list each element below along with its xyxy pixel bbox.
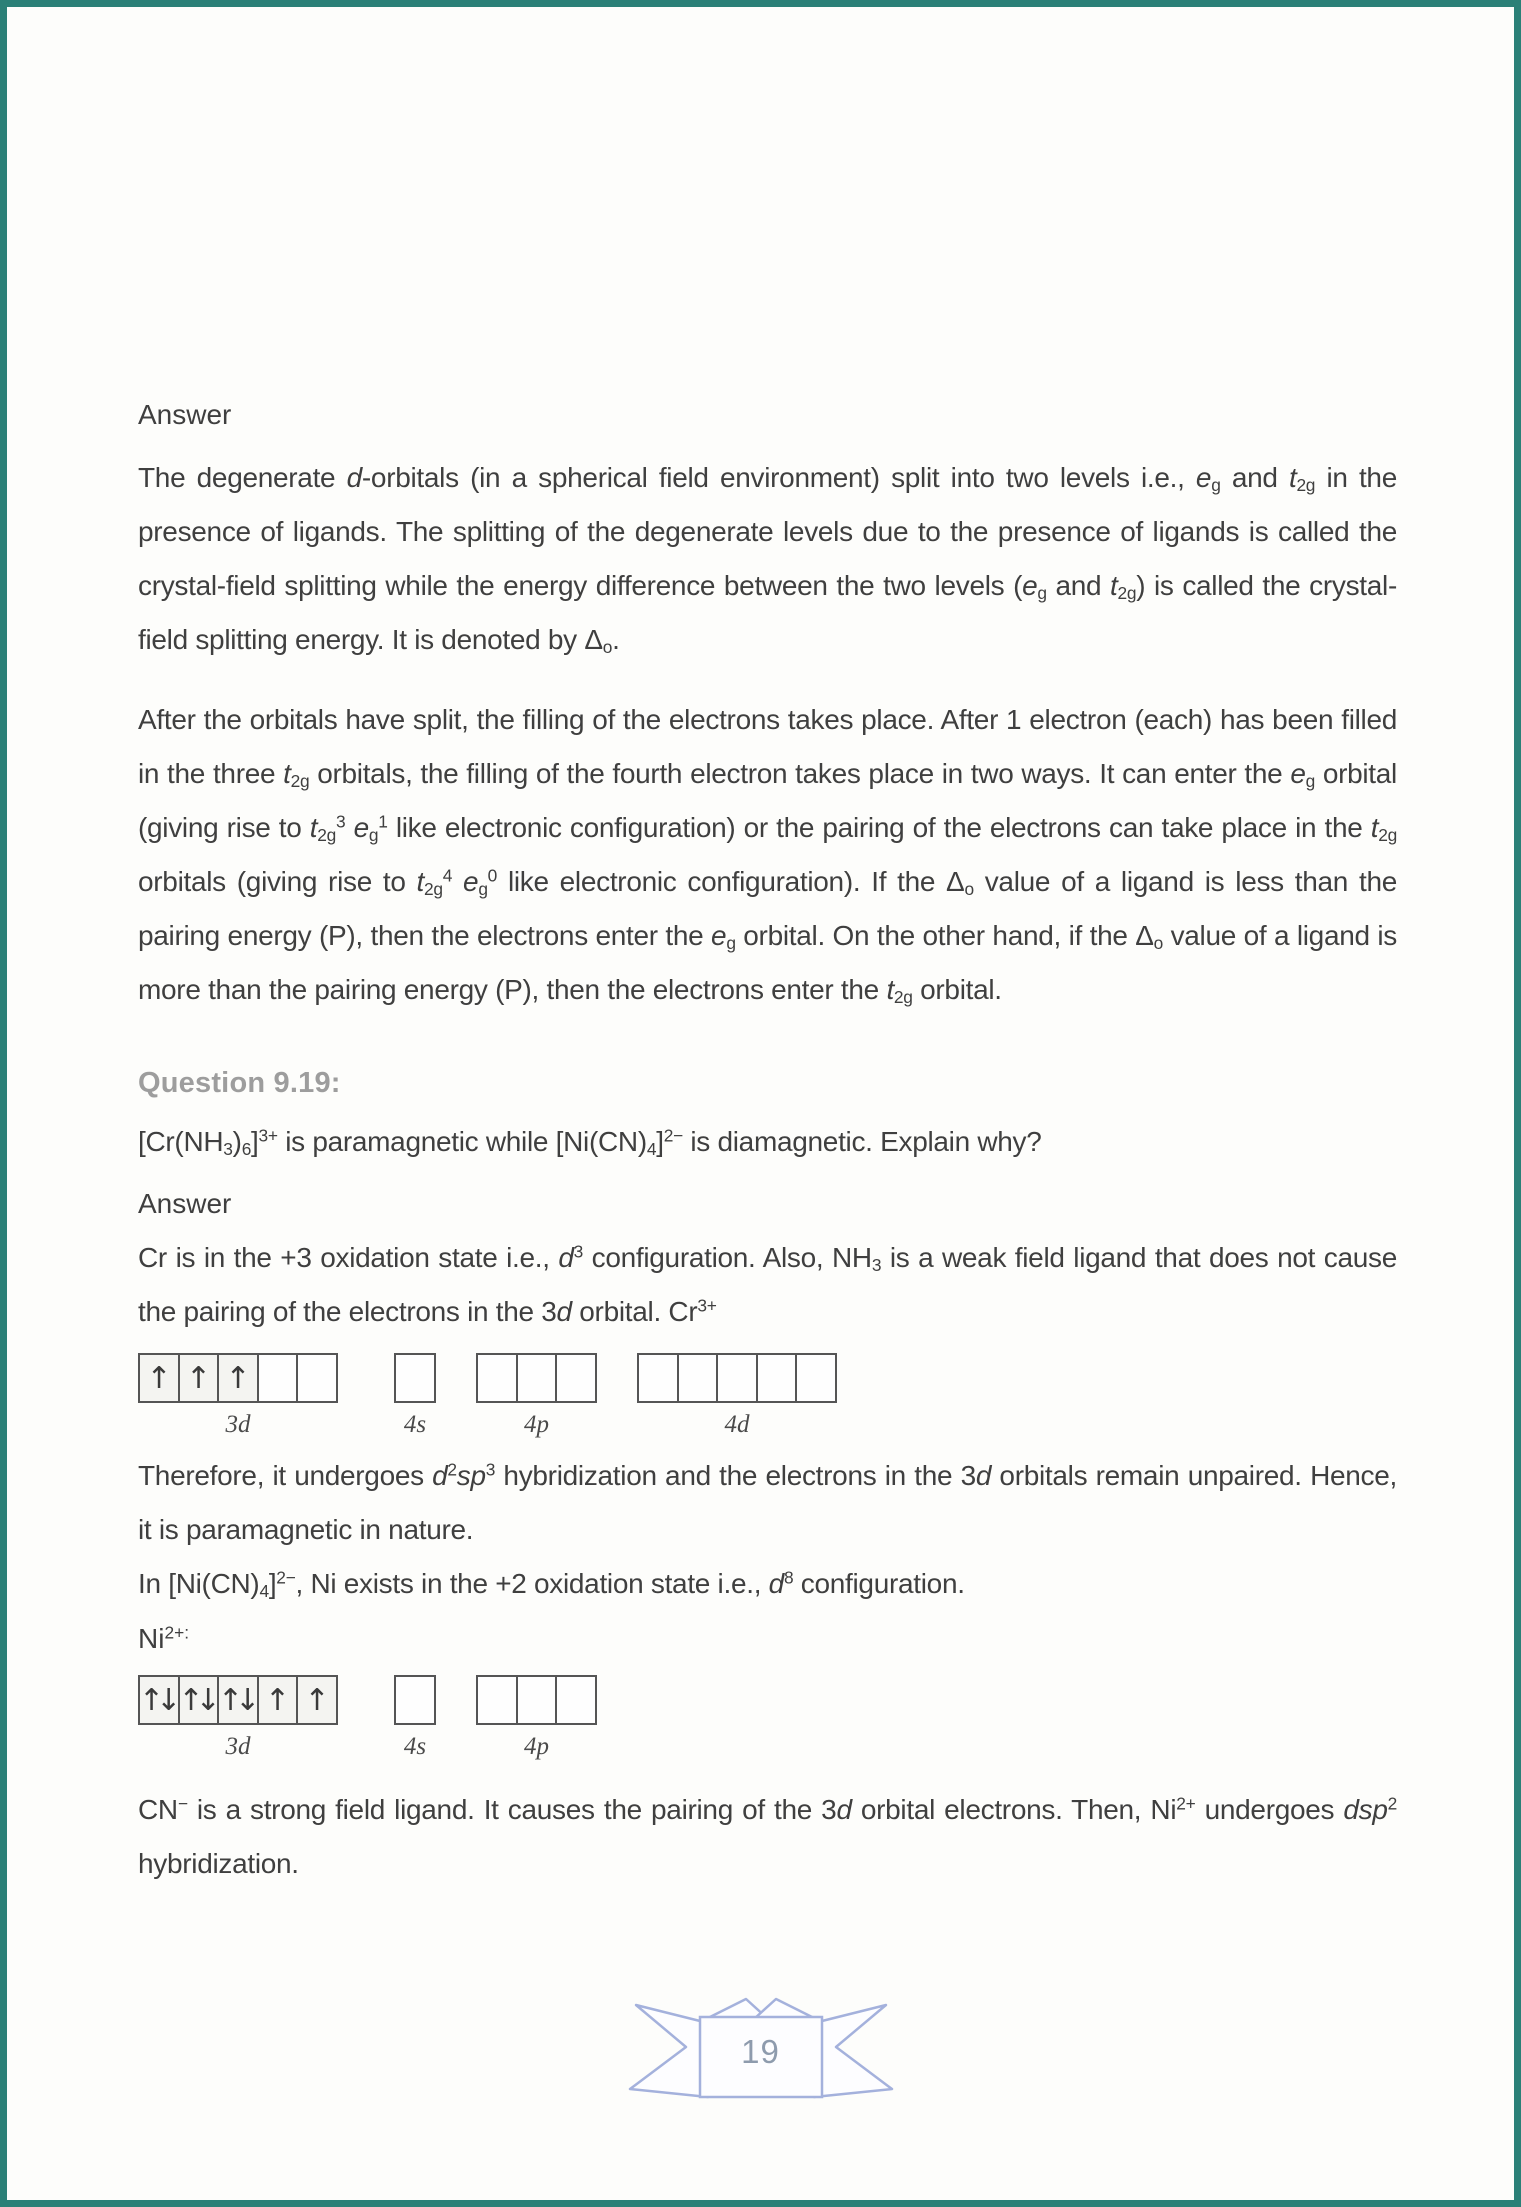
orbital-box-electrons: ↑ <box>178 1353 220 1403</box>
page-number-ribbon <box>608 1985 914 2111</box>
paragraph-cr-oxidation: Cr is in the +3 oxidation state i.e., $d^3$ configuration. Also, $NH_3$ is a weak field ligand that does not cause the pairing of the electrons in the 3d orbital. $Cr^{3+}$ <box>138 1241 1397 1327</box>
orbital-box-empty <box>296 1353 338 1403</box>
orbital-box-electrons: ↑↓ <box>178 1675 220 1725</box>
orbital-subshell-label: 4p <box>524 1733 549 1760</box>
orbital-box-empty <box>795 1353 837 1403</box>
paragraph-crystal-field-splitting: The degenerate d-orbitals (in a spherical field environment) split into two levels i.e., $e_g$ and $t_{2g}$ in the presence of ligands. The splitting of the degenerate levels due to the presence of ligands is called the crystal-field splitting while the energy difference between the two levels ($e_g$ and $t_{2g}$) is called the crystal-field splitting energy. It is denoted by $\Delta_o$. <box>138 462 1398 657</box>
orbital-group-4s <box>394 1675 436 1761</box>
ni-ion-label: $Ni^{2+:}$ <box>138 1622 190 1654</box>
orbital-box-empty <box>516 1353 558 1403</box>
orbital-boxes <box>394 1675 436 1725</box>
orbital-subshell-label: 3d <box>225 1733 251 1760</box>
orbital-subshell-label: 4p <box>524 1411 549 1438</box>
orbital-box-empty <box>476 1353 518 1403</box>
paragraph-cn-ligand: CN− is a strong field ligand. It causes the pairing of the 3d orbital electrons. Then, $Ni^{2+}$ undergoes dsp$^2$ hybridization. <box>138 1793 1397 1879</box>
orbital-box-empty <box>555 1675 597 1725</box>
orbital-box-electrons: ↑ <box>296 1675 338 1725</box>
orbital-diagram-cr3plus <box>138 1353 1397 1439</box>
orbital-box-empty <box>476 1675 518 1725</box>
orbital-group-4d <box>637 1353 837 1439</box>
question-text: $[Cr(NH_3)_6]^{3+}$ is paramagnetic while $[Ni(CN)_4]^{2-}$ is diamagnetic. Explain why? <box>138 1125 1042 1159</box>
orbital-box-empty <box>756 1353 798 1403</box>
page-number: 19 <box>741 2033 780 2070</box>
orbital-boxes <box>476 1675 597 1725</box>
orbital-subshell-label: 4d <box>724 1411 750 1438</box>
paragraph-electron-filling: After the orbitals have split, the filling of the electrons takes place. After 1 electron (each) has been filled in the three $t_{2g}$ orbitals, the filling of the fourth electron takes place in two ways. It can enter the $e_g$ orbital (giving rise to $t_{2g}^3$ $e_g^1$ like electronic configuration) or the pairing of the electrons can take place in the $t_{2g}$ orbitals (giving rise to $t_{2g}^4$ $e_g^0$ like electronic configuration). If the $\Delta_o$ value of a ligand is less than the pairing energy (P), then the electrons enter the $e_g$ orbital. On the other hand, if the $\Delta_o$ value of a ligand is more than the pairing energy (P), then the electrons enter the $t_{2g}$ orbital. <box>138 704 1398 1007</box>
orbital-boxes <box>138 1675 338 1725</box>
orbital-group-4p <box>476 1675 597 1761</box>
orbital-boxes <box>138 1353 338 1403</box>
orbital-box-empty <box>555 1353 597 1403</box>
answer-label: Answer <box>138 399 232 430</box>
orbital-group-3d <box>138 1353 338 1439</box>
paragraph-ni-complex: In $[Ni(CN)_4]^{2-}$, Ni exists in the +2 oxidation state i.e., $d^8$ configuration. <box>138 1567 965 1601</box>
orbital-subshell-label: 4s <box>403 1411 427 1438</box>
orbital-box-empty <box>394 1675 436 1725</box>
orbital-boxes <box>476 1353 597 1403</box>
orbital-box-empty <box>394 1353 436 1403</box>
orbital-box-electrons: ↑↓ <box>138 1675 180 1725</box>
orbital-boxes <box>637 1353 837 1403</box>
orbital-box-electrons: ↑ <box>257 1675 299 1725</box>
orbital-box-empty <box>516 1675 558 1725</box>
orbital-subshell-label: 3d <box>225 1411 251 1438</box>
question-heading: Question 9.19: <box>138 1067 341 1099</box>
orbital-subshell-label: 4s <box>403 1733 427 1760</box>
paragraph-hybridization-cr: Therefore, it undergoes $d^2sp^3$ hybridization and the electrons in the 3d orbitals remain unpaired. Hence, it is paramagnetic in nature. <box>138 1459 1397 1545</box>
orbital-box-electrons: ↑ <box>138 1353 180 1403</box>
orbital-boxes <box>394 1353 436 1403</box>
orbital-box-empty <box>677 1353 719 1403</box>
answer-label: Answer <box>138 1188 232 1219</box>
orbital-box-empty <box>716 1353 758 1403</box>
orbital-box-electrons: ↑ <box>217 1353 259 1403</box>
orbital-box-electrons: ↑↓ <box>217 1675 259 1725</box>
orbital-diagram-ni2plus <box>138 1675 1397 1761</box>
orbital-box-empty <box>257 1353 299 1403</box>
orbital-group-3d <box>138 1675 338 1761</box>
orbital-group-4s <box>394 1353 436 1439</box>
orbital-group-4p <box>476 1353 597 1439</box>
orbital-box-empty <box>637 1353 679 1403</box>
page-content <box>138 395 1397 1891</box>
